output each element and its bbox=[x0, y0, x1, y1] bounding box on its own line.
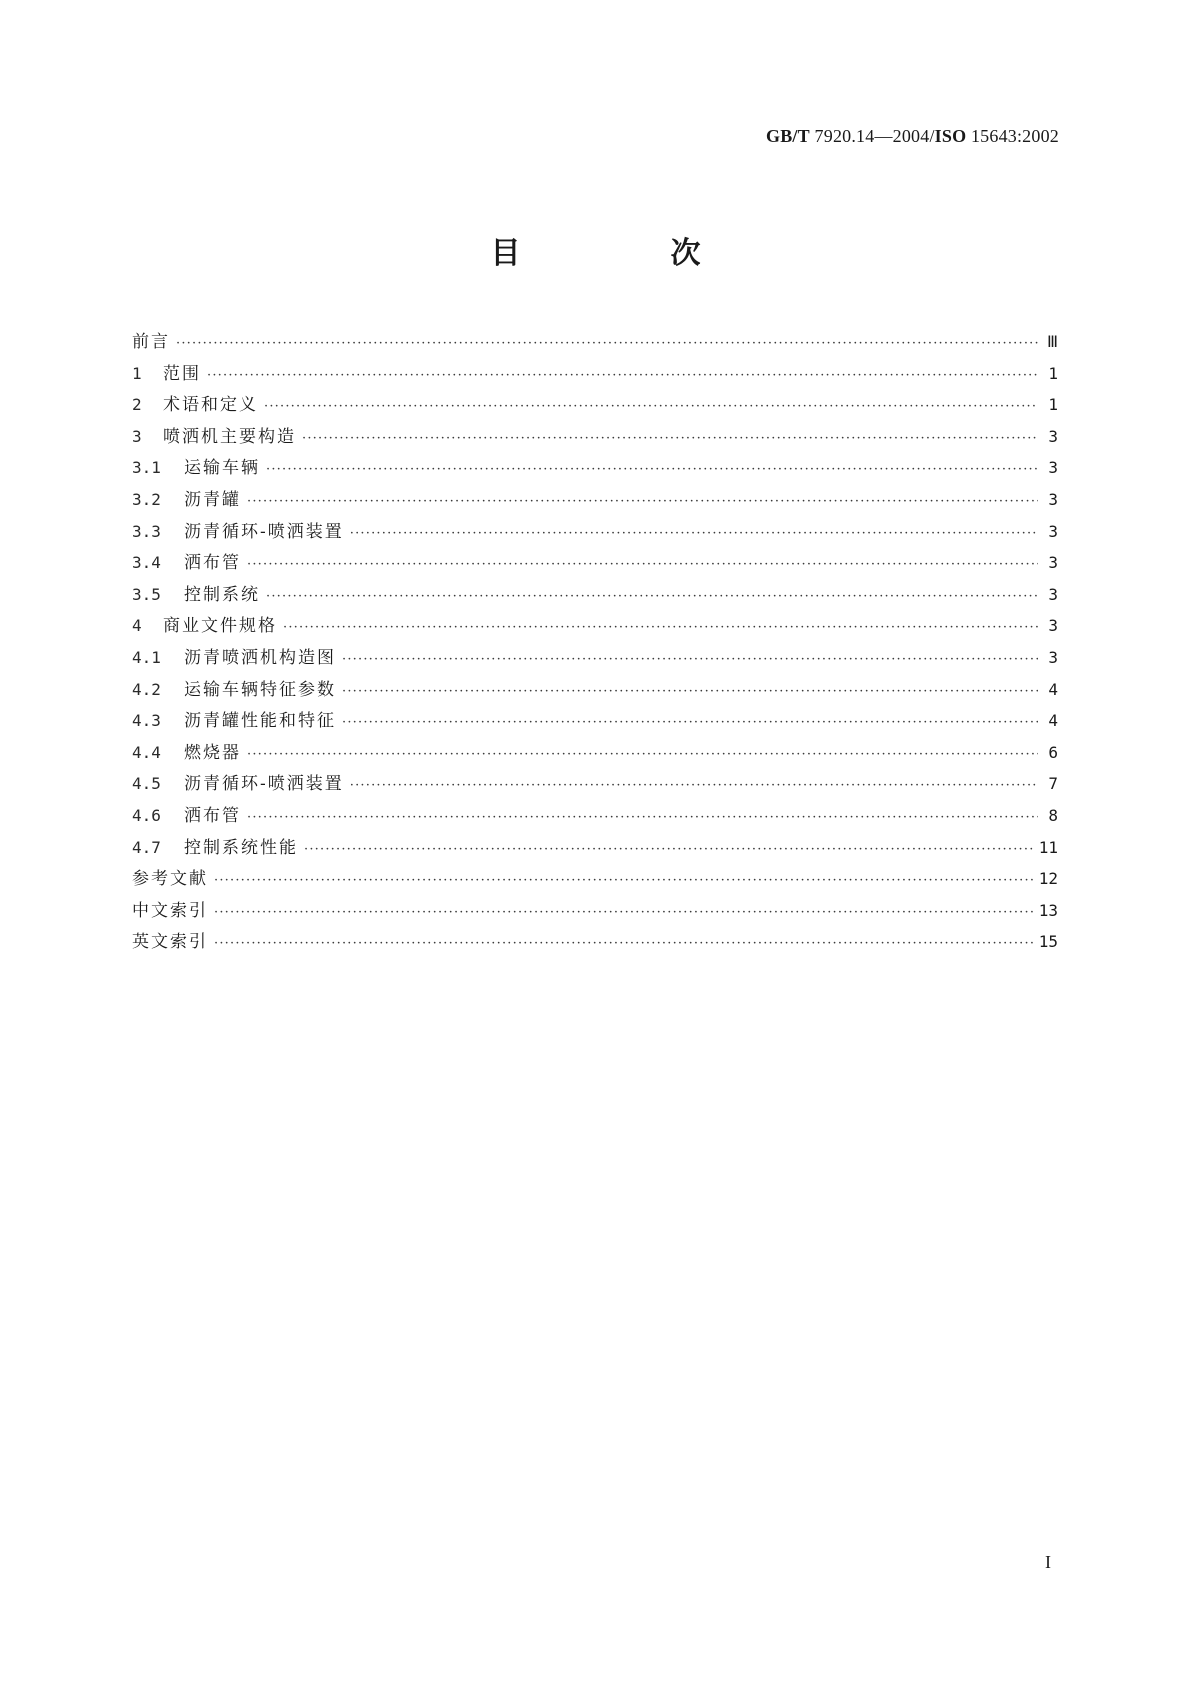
toc-entry-label: 运输车辆 bbox=[184, 458, 260, 479]
toc-entry-label: 范围 bbox=[163, 363, 201, 384]
toc-entry-page: 3 bbox=[1048, 616, 1058, 636]
toc-entry-number: 3 bbox=[132, 426, 142, 446]
toc-entry-label: 喷洒机主要构造 bbox=[163, 426, 296, 447]
toc-entry-number: 3.1 bbox=[132, 458, 161, 478]
toc-entry-label: 沥青罐 bbox=[184, 489, 241, 510]
toc-entry-page: 3 bbox=[1048, 489, 1058, 509]
toc-entry-page: 13 bbox=[1038, 900, 1058, 920]
toc-entry[interactable] bbox=[132, 705, 1058, 737]
toc-dot-leader bbox=[247, 549, 1038, 581]
toc-entry-label: 控制系统 bbox=[184, 584, 260, 605]
toc-dot-leader bbox=[350, 770, 1038, 802]
toc-dot-leader bbox=[283, 612, 1038, 644]
doc-code-iso: ISO bbox=[934, 126, 967, 146]
toc-entry[interactable] bbox=[132, 926, 1058, 958]
toc-entry-label: 中文索引 bbox=[132, 900, 208, 921]
toc-entry-page: 3 bbox=[1048, 553, 1058, 573]
toc-entry[interactable] bbox=[132, 642, 1058, 674]
toc-entry-number: 4.1 bbox=[132, 647, 161, 667]
toc-entry-label: 洒布管 bbox=[184, 553, 241, 574]
toc-entry[interactable] bbox=[132, 484, 1058, 516]
toc-entry[interactable] bbox=[132, 389, 1058, 421]
doc-code-suffix: 15643:2002 bbox=[970, 126, 1059, 146]
toc-entry-label: 沥青喷洒机构造图 bbox=[184, 647, 336, 668]
toc-entry-page: 12 bbox=[1038, 869, 1058, 889]
toc-entry-page: Ⅲ bbox=[1046, 332, 1058, 351]
toc-entry-page: 11 bbox=[1038, 837, 1058, 857]
toc-entry-number: 4.2 bbox=[132, 679, 161, 699]
toc-entry-page: 3 bbox=[1048, 521, 1058, 541]
toc-entry[interactable] bbox=[132, 610, 1058, 642]
toc-entry-page: 3 bbox=[1048, 584, 1058, 604]
toc-entry[interactable] bbox=[132, 421, 1058, 453]
toc-entry[interactable] bbox=[132, 800, 1058, 832]
doc-code-number: 7920.14—2004/ bbox=[814, 126, 935, 146]
toc-title: 目 次 bbox=[490, 236, 761, 271]
toc-dot-leader bbox=[304, 834, 1033, 866]
toc-entry[interactable] bbox=[132, 832, 1058, 864]
toc-entry-label: 参考文献 bbox=[132, 869, 208, 890]
toc-entry-number: 3.5 bbox=[132, 584, 161, 604]
toc-entry[interactable] bbox=[132, 895, 1058, 927]
doc-code-prefix: GB/T bbox=[766, 126, 810, 146]
toc-dot-leader bbox=[302, 423, 1038, 455]
toc-entry-page: 4 bbox=[1048, 679, 1058, 699]
toc-entry-page: 8 bbox=[1048, 805, 1058, 825]
toc-entry-label: 燃烧器 bbox=[184, 742, 241, 763]
toc-entry[interactable] bbox=[132, 737, 1058, 769]
toc-entry[interactable] bbox=[132, 547, 1058, 579]
toc-entry-page: 15 bbox=[1038, 932, 1058, 952]
toc-entry[interactable] bbox=[132, 768, 1058, 800]
table-of-contents bbox=[132, 326, 1058, 958]
toc-dot-leader bbox=[247, 486, 1038, 518]
document-code bbox=[766, 126, 1059, 147]
toc-dot-leader bbox=[342, 676, 1038, 708]
toc-entry[interactable] bbox=[132, 358, 1058, 390]
toc-entry-label: 运输车辆特征参数 bbox=[184, 679, 336, 700]
toc-entry-number: 4.3 bbox=[132, 711, 161, 731]
toc-entry-number: 1 bbox=[132, 363, 142, 383]
toc-entry-label: 沥青罐性能和特征 bbox=[184, 711, 336, 732]
toc-dot-leader bbox=[247, 802, 1038, 834]
toc-entry-page: 3 bbox=[1048, 426, 1058, 446]
page-number: I bbox=[1045, 1552, 1051, 1572]
toc-entry-page: 3 bbox=[1048, 647, 1058, 667]
toc-entry-page: 4 bbox=[1048, 711, 1058, 731]
toc-dot-leader bbox=[342, 644, 1038, 676]
toc-dot-leader bbox=[342, 707, 1038, 739]
toc-entry[interactable] bbox=[132, 579, 1058, 611]
toc-entry-page: 6 bbox=[1048, 742, 1058, 762]
toc-entry-number: 3.2 bbox=[132, 489, 161, 509]
toc-entry-number: 4.7 bbox=[132, 837, 161, 857]
toc-entry-label: 英文索引 bbox=[132, 932, 208, 953]
toc-dot-leader bbox=[214, 928, 1033, 960]
toc-entry-number: 4 bbox=[132, 616, 142, 636]
toc-entry-label: 沥青循环-喷洒装置 bbox=[184, 521, 344, 542]
toc-dot-leader bbox=[266, 581, 1038, 613]
toc-entry-label: 前言 bbox=[132, 332, 170, 352]
toc-entry[interactable] bbox=[132, 326, 1058, 358]
toc-entry-label: 控制系统性能 bbox=[184, 837, 298, 858]
toc-entry-page: 1 bbox=[1048, 363, 1058, 383]
toc-entry-label: 沥青循环-喷洒装置 bbox=[184, 774, 344, 795]
toc-entry-number: 3.3 bbox=[132, 521, 161, 541]
toc-entry-page: 1 bbox=[1048, 395, 1058, 415]
toc-entry-label: 术语和定义 bbox=[163, 395, 258, 416]
toc-dot-leader bbox=[207, 360, 1038, 392]
toc-dot-leader bbox=[266, 454, 1038, 486]
toc-entry-label: 洒布管 bbox=[184, 805, 241, 826]
toc-entry-number: 2 bbox=[132, 395, 142, 415]
toc-dot-leader bbox=[214, 865, 1033, 897]
toc-dot-leader bbox=[264, 391, 1038, 423]
toc-entry-number: 4.6 bbox=[132, 805, 161, 825]
toc-entry-number: 4.5 bbox=[132, 774, 161, 794]
toc-entry[interactable] bbox=[132, 674, 1058, 706]
toc-dot-leader bbox=[247, 739, 1038, 771]
toc-entry[interactable] bbox=[132, 863, 1058, 895]
toc-entry-label: 商业文件规格 bbox=[163, 616, 277, 637]
toc-entry[interactable] bbox=[132, 452, 1058, 484]
toc-dot-leader bbox=[176, 328, 1038, 360]
toc-dot-leader bbox=[350, 518, 1038, 550]
toc-entry-number: 4.4 bbox=[132, 742, 161, 762]
toc-entry-page: 7 bbox=[1048, 774, 1058, 794]
toc-entry-number: 3.4 bbox=[132, 553, 161, 573]
toc-entry-page: 3 bbox=[1048, 458, 1058, 478]
toc-entry[interactable] bbox=[132, 516, 1058, 548]
toc-dot-leader bbox=[214, 897, 1033, 929]
